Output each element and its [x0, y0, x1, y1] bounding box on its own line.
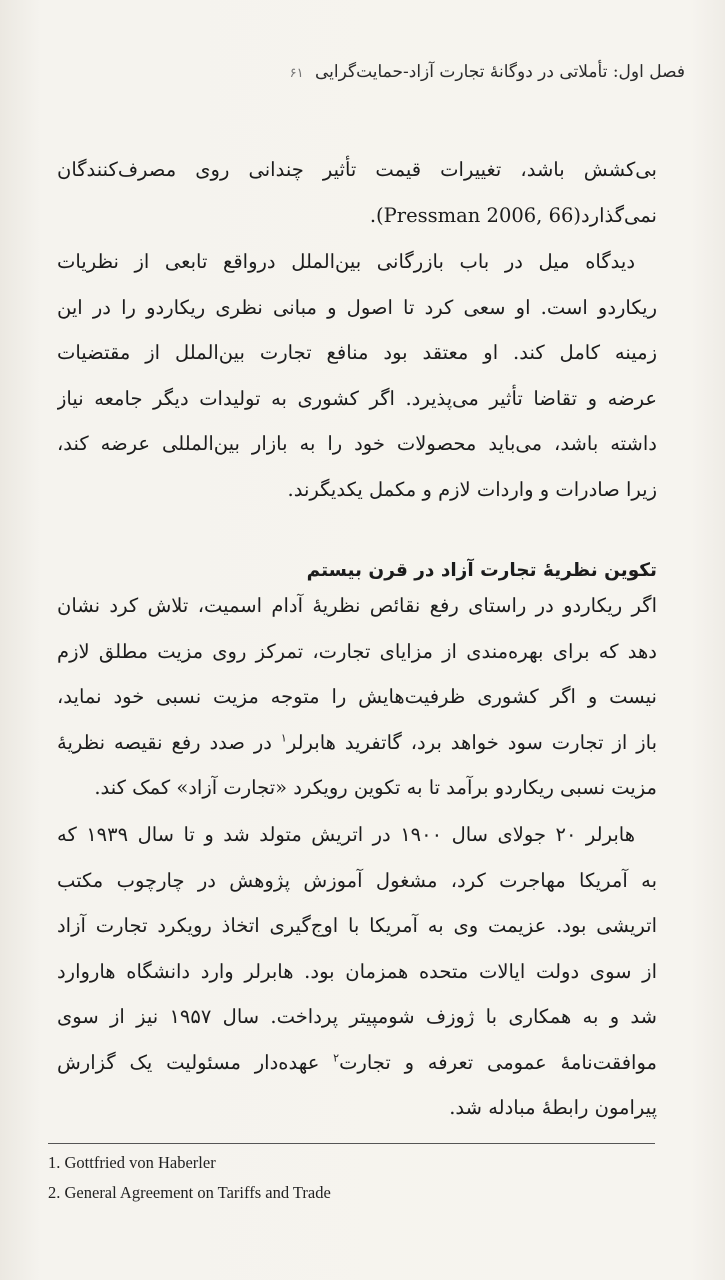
text-line: داشته باشد، می‌باید محصولات خود را به بازار بین‌المللی عرضه کند،: [57, 432, 657, 455]
text-line: عرضه و تقاضا تأثیر می‌پذیرد. اگر کشوری به تولیدات دیگر جامعه نیاز: [57, 386, 657, 410]
footnote-reference-1: ۱: [280, 731, 287, 744]
text-line: به آمریکا مهاجرت کرد، مشغول آموزش پژوهش در چارچوب مکتب: [57, 868, 657, 892]
paragraph-1: [57, 147, 657, 238]
paragraph-2: [57, 239, 657, 512]
text-line: دیدگاه میل در باب بازرگانی بین‌الملل درواقع تابعی از نظریات: [57, 250, 635, 273]
footnote-divider: [48, 1143, 655, 1144]
text-segment: باز از تجارت سود خواهد برد، گاتفرید هابرلر: [286, 730, 657, 754]
text-line: هابرلر ۲۰ جولای سال ۱۹۰۰ در اتریش متولد شد و تا سال ۱۹۳۹ که: [57, 823, 635, 846]
text-line: دهد که برای بهره‌مندی از مزایای تجارت، تمرکز روی مزیت مطلق لازم: [57, 639, 657, 663]
page-number: ۶۱: [289, 66, 304, 81]
text-line: اتریشی بود. عزیمت وی به آمریکا با اوج‌گیری اتخاذ رویکرد تجارت آزاد: [57, 914, 657, 937]
text-line: شد و به همکاری با ژوزف شومپیتر پرداخت. سال ۱۹۵۷ نیز از سوی: [57, 1005, 657, 1028]
chapter-title: فصل اول: تأملاتی در دوگانهٔ تجارت آزاد-حمایت‌گرایی: [314, 62, 685, 82]
paragraph-4: [57, 812, 657, 1131]
text-line: [57, 720, 657, 766]
text-line: ریکاردو است. او سعی کرد تا اصول و مبانی نظری ریکاردو را در این: [57, 295, 657, 319]
text-line: [57, 1040, 657, 1086]
text-segment: در صدد رفع نقیصه نظریهٔ: [57, 730, 272, 754]
text-line: اگر ریکاردو در راستای رفع نقائص نظریهٔ آدام اسمیت، تلاش کرد نشان: [57, 594, 657, 617]
text-line: نیست و اگر کشوری ظرفیت‌هایش را متوجه مزیت نسبی خود نماید،: [57, 685, 657, 708]
text-segment: موافقت‌نامهٔ عمومی تعرفه و تجارت: [339, 1050, 657, 1074]
text-line: زمینه کامل کند. او معتقد بود منافع تجارت بین‌الملل از مقتضیات: [57, 341, 657, 364]
text-line: بی‌کشش باشد، تغییرات قیمت تأثیر چندانی روی مصرف‌کنندگان: [57, 158, 657, 181]
footnotes: [48, 1148, 331, 1208]
section-heading: تکوین نظریهٔ تجارت آزاد در قرن بیستم: [306, 560, 657, 581]
paragraph-3: [57, 583, 657, 811]
text-line: زیرا صادرات و واردات لازم و مکمل یکدیگرند.: [287, 477, 657, 501]
text-line: مزیت نسبی ریکاردو برآمد تا به تکوین رویکرد «تجارت آزاد» کمک کند.: [94, 776, 657, 799]
footnote-1: 1. Gottfried von Haberler: [48, 1153, 216, 1172]
text-line: پیرامون رابطهٔ مبادله شد.: [449, 1096, 657, 1119]
footnote-2: 2. General Agreement on Tariffs and Trade: [48, 1183, 331, 1202]
footnote-reference-2: ۲: [333, 1051, 340, 1064]
text-line: نمی‌گذارد(Pressman 2006, 66).: [369, 203, 657, 227]
running-head: [290, 62, 685, 82]
text-line: از سوی دولت ایالات متحده همزمان بود. هابرلر وارد دانشگاه هاروارد: [57, 959, 657, 983]
text-segment: عهده‌دار مسئولیت یک گزارش: [57, 1050, 320, 1074]
